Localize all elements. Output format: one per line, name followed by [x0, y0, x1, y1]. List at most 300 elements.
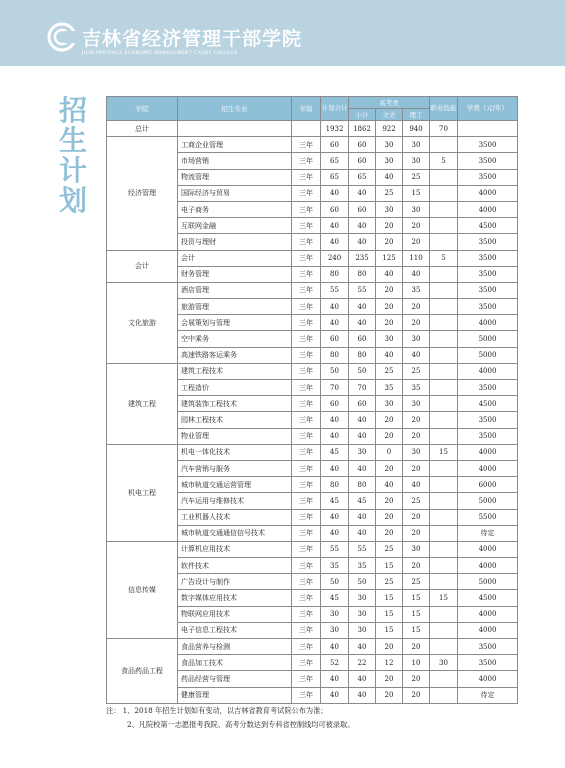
- table-row: [107, 444, 518, 460]
- arts-cell: 20: [376, 493, 403, 509]
- subtotal-cell: 55: [349, 282, 376, 298]
- arts-cell: 20: [376, 687, 403, 703]
- science-cell: 35: [403, 282, 430, 298]
- subtotal-cell: 22: [349, 655, 376, 671]
- vocational-cell: [430, 428, 458, 444]
- science-cell: 20: [403, 234, 430, 250]
- tuition-cell: 4500: [458, 590, 518, 606]
- total-row: [107, 121, 518, 137]
- tuition-cell: 5000: [458, 493, 518, 509]
- plan-cell: 80: [321, 266, 349, 282]
- plan-cell: 60: [321, 331, 349, 347]
- major-cell: 药品经营与管理: [178, 671, 292, 687]
- plan-cell: 40: [321, 525, 349, 541]
- science-cell: 20: [403, 299, 430, 315]
- subtotal-cell: 50: [349, 574, 376, 590]
- footnote-2: 2、凡院校第一志愿报考我院、高考分数达到专科省控制线均可被录取。: [127, 720, 355, 729]
- years-cell: 三年: [292, 266, 321, 282]
- years-cell: 三年: [292, 331, 321, 347]
- major-cell: 电子信息工程技术: [178, 622, 292, 638]
- arts-cell: 40: [376, 347, 403, 363]
- major-cell: 旅游管理: [178, 299, 292, 315]
- arts-cell: 0: [376, 444, 403, 460]
- years-cell: 三年: [292, 299, 321, 315]
- subtotal-cell: 30: [349, 606, 376, 622]
- years-cell: 三年: [292, 639, 321, 655]
- plan-cell: 45: [321, 493, 349, 509]
- science-cell: 20: [403, 315, 430, 331]
- plan-cell: 40: [321, 234, 349, 250]
- total-plan: 1932: [321, 121, 349, 137]
- years-cell: 三年: [292, 558, 321, 574]
- tuition-cell: 4000: [458, 606, 518, 622]
- header-duration: 学制: [292, 97, 321, 121]
- vocational-cell: [430, 477, 458, 493]
- science-cell: 25: [403, 363, 430, 379]
- plan-cell: 52: [321, 655, 349, 671]
- science-cell: 10: [403, 655, 430, 671]
- college-cell: 经济管理: [107, 137, 178, 250]
- subtotal-cell: 30: [349, 444, 376, 460]
- table-cell: [292, 121, 321, 137]
- subtotal-cell: 40: [349, 460, 376, 476]
- arts-cell: 40: [376, 477, 403, 493]
- years-cell: 三年: [292, 218, 321, 234]
- table-body: [107, 121, 518, 704]
- arts-cell: 20: [376, 428, 403, 444]
- vocational-cell: [430, 541, 458, 557]
- arts-cell: 25: [376, 574, 403, 590]
- major-cell: 工程造价: [178, 380, 292, 396]
- tuition-cell: 4000: [458, 622, 518, 638]
- years-cell: 三年: [292, 687, 321, 703]
- arts-cell: 20: [376, 639, 403, 655]
- vocational-cell: [430, 622, 458, 638]
- major-cell: 投资与理财: [178, 234, 292, 250]
- plan-cell: 40: [321, 671, 349, 687]
- plan-cell: 45: [321, 444, 349, 460]
- tuition-cell: 待定: [458, 525, 518, 541]
- vocational-cell: [430, 687, 458, 703]
- arts-cell: 15: [376, 590, 403, 606]
- years-cell: 三年: [292, 606, 321, 622]
- vocational-cell: 5: [430, 250, 458, 266]
- subtotal-cell: 80: [349, 477, 376, 493]
- vocational-cell: [430, 574, 458, 590]
- major-cell: 市场营销: [178, 153, 292, 169]
- subtotal-cell: 30: [349, 590, 376, 606]
- arts-cell: 40: [376, 169, 403, 185]
- tuition-cell: 5000: [458, 331, 518, 347]
- tuition-cell: 5000: [458, 347, 518, 363]
- total-arts: 922: [376, 121, 403, 137]
- total-label: 总计: [107, 121, 178, 137]
- science-cell: 15: [403, 622, 430, 638]
- tuition-cell: 3500: [458, 282, 518, 298]
- arts-cell: 25: [376, 185, 403, 201]
- arts-cell: 20: [376, 412, 403, 428]
- tuition-cell: 3500: [458, 655, 518, 671]
- subtotal-cell: 30: [349, 622, 376, 638]
- years-cell: 三年: [292, 234, 321, 250]
- header-tuition: 学费（元/年）: [458, 97, 518, 121]
- vocational-cell: [430, 218, 458, 234]
- subtotal-cell: 65: [349, 169, 376, 185]
- college-cell: 建筑工程: [107, 363, 178, 444]
- subtotal-cell: 60: [349, 331, 376, 347]
- plan-cell: 30: [321, 622, 349, 638]
- table-row: [107, 137, 518, 153]
- science-cell: 20: [403, 412, 430, 428]
- tuition-cell: 3500: [458, 234, 518, 250]
- vocational-cell: [430, 509, 458, 525]
- plan-cell: 80: [321, 347, 349, 363]
- major-cell: 互联网金融: [178, 218, 292, 234]
- major-cell: 工业机器人技术: [178, 509, 292, 525]
- arts-cell: 20: [376, 671, 403, 687]
- years-cell: 三年: [292, 655, 321, 671]
- header-vocational: 职业技能: [430, 97, 458, 121]
- major-cell: 计算机应用技术: [178, 541, 292, 557]
- subtotal-cell: 40: [349, 218, 376, 234]
- major-cell: 食品加工技术: [178, 655, 292, 671]
- arts-cell: 20: [376, 234, 403, 250]
- years-cell: 三年: [292, 347, 321, 363]
- arts-cell: 20: [376, 525, 403, 541]
- tuition-cell: 3500: [458, 299, 518, 315]
- tuition-cell: 3500: [458, 153, 518, 169]
- years-cell: 三年: [292, 525, 321, 541]
- subtotal-cell: 55: [349, 541, 376, 557]
- plan-cell: 40: [321, 185, 349, 201]
- years-cell: 三年: [292, 509, 321, 525]
- subtotal-cell: 70: [349, 380, 376, 396]
- vocational-cell: [430, 380, 458, 396]
- vocational-cell: [430, 234, 458, 250]
- years-cell: 三年: [292, 363, 321, 379]
- arts-cell: 30: [376, 331, 403, 347]
- science-cell: 30: [403, 331, 430, 347]
- arts-cell: 40: [376, 266, 403, 282]
- plan-cell: 40: [321, 460, 349, 476]
- vocational-cell: [430, 169, 458, 185]
- tuition-cell: 4000: [458, 541, 518, 557]
- plan-cell: 30: [321, 606, 349, 622]
- arts-cell: 30: [376, 396, 403, 412]
- vocational-cell: [430, 201, 458, 217]
- science-cell: 30: [403, 153, 430, 169]
- table-row: [107, 639, 518, 655]
- major-cell: 食品营养与检测: [178, 639, 292, 655]
- years-cell: 三年: [292, 201, 321, 217]
- major-cell: 财务管理: [178, 266, 292, 282]
- arts-cell: 20: [376, 282, 403, 298]
- years-cell: 三年: [292, 444, 321, 460]
- science-cell: 20: [403, 671, 430, 687]
- science-cell: 40: [403, 266, 430, 282]
- plan-cell: 40: [321, 428, 349, 444]
- arts-cell: 125: [376, 250, 403, 266]
- science-cell: 20: [403, 687, 430, 703]
- plan-cell: 55: [321, 282, 349, 298]
- major-cell: 物业管理: [178, 428, 292, 444]
- years-cell: 三年: [292, 541, 321, 557]
- science-cell: 30: [403, 541, 430, 557]
- subtotal-cell: 235: [349, 250, 376, 266]
- arts-cell: 30: [376, 153, 403, 169]
- subtotal-cell: 40: [349, 687, 376, 703]
- major-cell: 建筑装饰工程技术: [178, 396, 292, 412]
- side-title-char: 生: [58, 124, 87, 157]
- major-cell: 汽车营销与服务: [178, 460, 292, 476]
- years-cell: 三年: [292, 460, 321, 476]
- science-cell: 20: [403, 509, 430, 525]
- major-cell: 汽车运用与维修技术: [178, 493, 292, 509]
- tuition-cell: 3500: [458, 169, 518, 185]
- science-cell: 30: [403, 396, 430, 412]
- footnotes: [106, 704, 354, 732]
- vocational-cell: [430, 412, 458, 428]
- plan-cell: 40: [321, 509, 349, 525]
- vocational-cell: [430, 347, 458, 363]
- tuition-cell: 4000: [458, 444, 518, 460]
- major-cell: 空中乘务: [178, 331, 292, 347]
- tuition-cell: 4500: [458, 218, 518, 234]
- subtotal-cell: 80: [349, 347, 376, 363]
- plan-cell: 50: [321, 574, 349, 590]
- arts-cell: 25: [376, 541, 403, 557]
- major-cell: 数字媒体应用技术: [178, 590, 292, 606]
- science-cell: 20: [403, 558, 430, 574]
- arts-cell: 15: [376, 606, 403, 622]
- vocational-cell: 15: [430, 590, 458, 606]
- school-logo-icon: [47, 22, 77, 52]
- total-vocational: 70: [430, 121, 458, 137]
- arts-cell: 12: [376, 655, 403, 671]
- arts-cell: 20: [376, 460, 403, 476]
- major-cell: 广告设计与制作: [178, 574, 292, 590]
- science-cell: 20: [403, 525, 430, 541]
- plan-cell: 40: [321, 639, 349, 655]
- plan-cell: 80: [321, 477, 349, 493]
- header-exam-subtotal: 小计: [349, 109, 376, 121]
- subtotal-cell: 60: [349, 137, 376, 153]
- years-cell: 三年: [292, 153, 321, 169]
- major-cell: 城市轨道交通通信信号技术: [178, 525, 292, 541]
- major-cell: 高速铁路客运乘务: [178, 347, 292, 363]
- subtotal-cell: 40: [349, 525, 376, 541]
- major-cell: 工商企业管理: [178, 137, 292, 153]
- years-cell: 三年: [292, 428, 321, 444]
- total-subtotal: 1862: [349, 121, 376, 137]
- arts-cell: 30: [376, 201, 403, 217]
- tuition-cell: 待定: [458, 687, 518, 703]
- tuition-cell: 4000: [458, 315, 518, 331]
- plan-cell: 50: [321, 363, 349, 379]
- table-row: [107, 541, 518, 557]
- tuition-cell: 3500: [458, 380, 518, 396]
- vocational-cell: 5: [430, 153, 458, 169]
- tuition-cell: 3500: [458, 412, 518, 428]
- college-cell: 文化旅游: [107, 282, 178, 363]
- major-cell: 园林工程技术: [178, 412, 292, 428]
- table-row: [107, 363, 518, 379]
- science-cell: 20: [403, 639, 430, 655]
- school-name-cn: 吉林省经济管理干部学院: [82, 28, 303, 50]
- college-cell: 信息传媒: [107, 541, 178, 638]
- major-cell: 电子商务: [178, 201, 292, 217]
- subtotal-cell: 40: [349, 639, 376, 655]
- years-cell: 三年: [292, 590, 321, 606]
- major-cell: 物流管理: [178, 169, 292, 185]
- science-cell: 15: [403, 606, 430, 622]
- plan-cell: 55: [321, 541, 349, 557]
- college-cell: 机电工程: [107, 444, 178, 541]
- plan-cell: 60: [321, 396, 349, 412]
- table-cell: [458, 121, 518, 137]
- subtotal-cell: 40: [349, 671, 376, 687]
- major-cell: 国际经济与贸易: [178, 185, 292, 201]
- side-title-char: 划: [58, 184, 87, 217]
- tuition-cell: 3500: [458, 428, 518, 444]
- vocational-cell: [430, 282, 458, 298]
- tuition-cell: 3500: [458, 250, 518, 266]
- major-cell: 会展策划与管理: [178, 315, 292, 331]
- header-major: 招生专业: [178, 97, 292, 121]
- plan-cell: 40: [321, 218, 349, 234]
- vocational-cell: [430, 331, 458, 347]
- plan-cell: 35: [321, 558, 349, 574]
- subtotal-cell: 50: [349, 363, 376, 379]
- vocational-cell: [430, 493, 458, 509]
- subtotal-cell: 40: [349, 509, 376, 525]
- science-cell: 15: [403, 590, 430, 606]
- major-cell: 建筑工程技术: [178, 363, 292, 379]
- years-cell: 三年: [292, 282, 321, 298]
- side-title-char: 计: [58, 154, 87, 187]
- vocational-cell: [430, 363, 458, 379]
- subtotal-cell: 40: [349, 412, 376, 428]
- plan-cell: 65: [321, 153, 349, 169]
- vocational-cell: 30: [430, 655, 458, 671]
- header-exam-type: 高考类: [349, 97, 430, 109]
- vocational-cell: [430, 460, 458, 476]
- table-row: [107, 282, 518, 298]
- tuition-cell: 4000: [458, 558, 518, 574]
- enrollment-plan-table: [106, 96, 518, 704]
- major-cell: 城市轨道交通运营管理: [178, 477, 292, 493]
- vocational-cell: [430, 315, 458, 331]
- years-cell: 三年: [292, 622, 321, 638]
- plan-cell: 45: [321, 590, 349, 606]
- years-cell: 三年: [292, 671, 321, 687]
- science-cell: 30: [403, 444, 430, 460]
- years-cell: 三年: [292, 185, 321, 201]
- vocational-cell: [430, 639, 458, 655]
- subtotal-cell: 60: [349, 201, 376, 217]
- vocational-cell: [430, 525, 458, 541]
- tuition-cell: 4000: [458, 185, 518, 201]
- major-cell: 软件技术: [178, 558, 292, 574]
- plan-cell: 40: [321, 412, 349, 428]
- table-row: [107, 250, 518, 266]
- footnote-1: 注： 1、2018 年招生计划如有变动，以吉林省教育考试院公布为准；: [106, 706, 328, 715]
- school-name-en: JILIN PROVINCE ECONOMIC MANAGEMENT CADRE COLLEGE: [82, 51, 238, 56]
- arts-cell: 20: [376, 218, 403, 234]
- plan-cell: 40: [321, 299, 349, 315]
- science-cell: 30: [403, 201, 430, 217]
- major-cell: 会计: [178, 250, 292, 266]
- total-science: 940: [403, 121, 430, 137]
- subtotal-cell: 40: [349, 185, 376, 201]
- major-cell: 机电一体化技术: [178, 444, 292, 460]
- years-cell: 三年: [292, 396, 321, 412]
- header-plan-total: 计划合计: [321, 97, 349, 121]
- science-cell: 40: [403, 347, 430, 363]
- side-title-char: 招: [58, 94, 87, 127]
- header-banner: [0, 0, 565, 66]
- subtotal-cell: 40: [349, 234, 376, 250]
- science-cell: 20: [403, 460, 430, 476]
- tuition-cell: 3500: [458, 137, 518, 153]
- plan-cell: 70: [321, 380, 349, 396]
- tuition-cell: 4000: [458, 671, 518, 687]
- subtotal-cell: 60: [349, 153, 376, 169]
- years-cell: 三年: [292, 412, 321, 428]
- tuition-cell: 4500: [458, 396, 518, 412]
- tuition-cell: 5500: [458, 509, 518, 525]
- plan-cell: 60: [321, 137, 349, 153]
- science-cell: 20: [403, 428, 430, 444]
- plan-cell: 65: [321, 169, 349, 185]
- tuition-cell: 4000: [458, 460, 518, 476]
- years-cell: 三年: [292, 169, 321, 185]
- arts-cell: 20: [376, 315, 403, 331]
- plan-cell: 60: [321, 201, 349, 217]
- years-cell: 三年: [292, 574, 321, 590]
- years-cell: 三年: [292, 315, 321, 331]
- plan-cell: 40: [321, 315, 349, 331]
- vocational-cell: [430, 137, 458, 153]
- major-cell: 健康管理: [178, 687, 292, 703]
- arts-cell: 15: [376, 622, 403, 638]
- college-cell: 食品药品工程: [107, 639, 178, 704]
- science-cell: 40: [403, 477, 430, 493]
- header-college: 学院: [107, 97, 178, 121]
- arts-cell: 35: [376, 380, 403, 396]
- years-cell: 三年: [292, 250, 321, 266]
- science-cell: 35: [403, 380, 430, 396]
- vocational-cell: [430, 606, 458, 622]
- arts-cell: 25: [376, 363, 403, 379]
- vocational-cell: [430, 396, 458, 412]
- vocational-cell: [430, 266, 458, 282]
- plan-cell: 240: [321, 250, 349, 266]
- tuition-cell: 4000: [458, 201, 518, 217]
- subtotal-cell: 40: [349, 315, 376, 331]
- science-cell: 25: [403, 574, 430, 590]
- header-exam-arts: 文史: [376, 109, 403, 121]
- subtotal-cell: 40: [349, 428, 376, 444]
- plan-cell: 40: [321, 687, 349, 703]
- vocational-cell: [430, 299, 458, 315]
- vocational-cell: [430, 185, 458, 201]
- science-cell: 25: [403, 493, 430, 509]
- arts-cell: 20: [376, 509, 403, 525]
- vocational-cell: [430, 671, 458, 687]
- years-cell: 三年: [292, 380, 321, 396]
- side-title: [56, 96, 90, 216]
